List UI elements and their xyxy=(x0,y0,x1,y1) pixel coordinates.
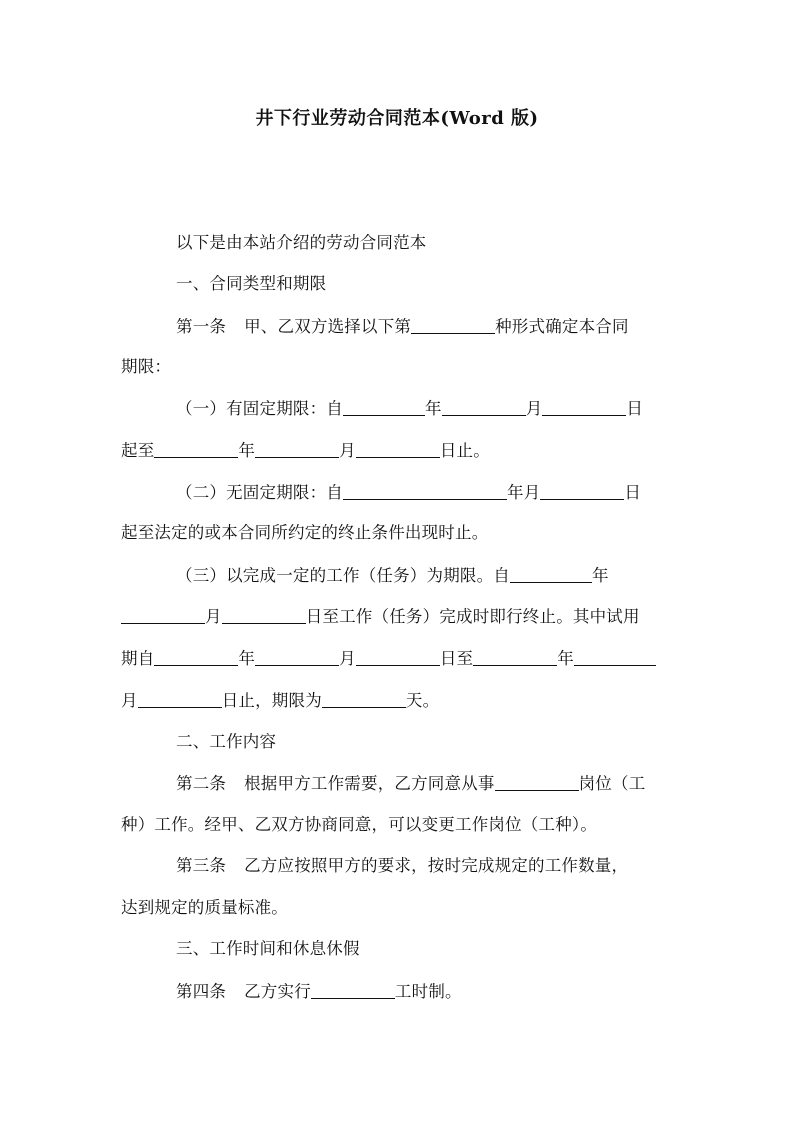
article-4-line-1 xyxy=(176,980,681,1003)
fill-blank-field[interactable] xyxy=(542,397,626,416)
item-3-line-1 xyxy=(176,564,681,587)
year-label: 年 xyxy=(425,399,442,418)
item-1-line-1 xyxy=(176,397,681,420)
article-1-line-1 xyxy=(176,315,681,338)
article-3-label: 第三条 xyxy=(176,856,227,875)
article-2-text-b: 岗位（工 xyxy=(578,774,646,793)
fill-blank-field[interactable] xyxy=(322,689,406,708)
article-2-line-2 xyxy=(121,814,681,836)
item-2-line-2 xyxy=(121,522,681,544)
item-3-line-3 xyxy=(121,647,681,670)
fill-blank-field[interactable] xyxy=(356,647,440,666)
item-2-line-1 xyxy=(176,481,681,504)
fill-blank-field[interactable] xyxy=(222,605,306,624)
fill-blank-field[interactable] xyxy=(574,647,656,666)
item-3-line-4 xyxy=(121,689,681,712)
fill-blank-field[interactable] xyxy=(356,439,440,458)
fill-blank-field[interactable] xyxy=(121,605,205,624)
section-heading-1 xyxy=(176,273,681,295)
month-label: 月 xyxy=(339,649,356,668)
fill-blank-field[interactable] xyxy=(154,647,238,666)
item-2-lead: （二）无固定期限：自 xyxy=(176,483,343,502)
document-title: 井下行业劳动合同范本(Word 版) xyxy=(255,108,539,129)
item-1-qizhi: 起至 xyxy=(121,441,155,460)
article-2-line-1 xyxy=(176,772,681,795)
fill-blank-field[interactable] xyxy=(495,772,579,791)
item-3-mid: 日至工作（任务）完成时即行终止。其中试用 xyxy=(305,607,640,626)
fill-blank-field[interactable] xyxy=(411,315,495,334)
year-label: 年 xyxy=(238,649,256,668)
item-3-qizi: 期自 xyxy=(121,649,155,668)
section-heading-3-text: 三、工作时间和休息休假 xyxy=(176,939,360,958)
fill-blank-field[interactable] xyxy=(510,564,592,583)
article-1-text-c: 期限： xyxy=(121,357,172,376)
item-3-line-2 xyxy=(121,605,681,628)
fill-blank-field[interactable] xyxy=(138,689,222,708)
intro-text xyxy=(176,232,681,254)
day-label: 日 xyxy=(624,483,642,502)
fill-blank-field[interactable] xyxy=(255,439,339,458)
intro-line: 以下是由本站介绍的劳动合同范本 xyxy=(176,233,427,252)
item-3-days: 天。 xyxy=(405,691,440,710)
day-label: 日 xyxy=(626,399,644,418)
section-heading-3 xyxy=(176,938,681,960)
article-3-line-1 xyxy=(176,855,681,877)
item-3-rizhi: 日至 xyxy=(439,649,474,668)
item-2-cont: 起至法定的或本合同所约定的终止条件出现时止。 xyxy=(121,523,489,542)
fill-blank-field[interactable] xyxy=(540,481,624,500)
item-3-lead: （三）以完成一定的工作（任务）为期限。自 xyxy=(176,566,510,585)
fill-blank-field[interactable] xyxy=(255,647,339,666)
year-label: 年 xyxy=(557,649,574,668)
article-3-line-2 xyxy=(121,897,681,919)
article-1-text-a: 甲、乙双方选择以下第 xyxy=(244,317,412,336)
month-label: 月 xyxy=(205,607,222,626)
fill-blank-field[interactable] xyxy=(154,439,238,458)
item-1-end: 日止。 xyxy=(439,441,490,460)
fill-blank-field[interactable] xyxy=(343,481,507,500)
article-4-text-a: 乙方实行 xyxy=(244,982,311,1001)
month-label: 月 xyxy=(525,399,543,418)
year-month-label: 年月 xyxy=(507,483,541,502)
article-2-label: 第二条 xyxy=(176,774,227,793)
fill-blank-field[interactable] xyxy=(473,647,557,666)
section-heading-2-text: 二、工作内容 xyxy=(176,732,277,751)
article-1-line-2 xyxy=(121,356,681,378)
fill-blank-field[interactable] xyxy=(343,397,425,416)
article-1-text-b: 种形式确定本合同 xyxy=(495,317,629,336)
month-label: 月 xyxy=(339,441,356,460)
article-2-text-a: 根据甲方工作需要，乙方同意从事 xyxy=(244,774,495,793)
article-4-text-b: 工时制。 xyxy=(394,982,462,1001)
article-4-label: 第四条 xyxy=(176,982,227,1001)
year-label: 年 xyxy=(592,566,609,585)
article-3-text-b: 达到规定的质量标准。 xyxy=(121,898,288,917)
item-3-period: 日止，期限为 xyxy=(221,691,322,710)
fill-blank-field[interactable] xyxy=(311,980,395,999)
item-1-line-2 xyxy=(121,439,681,462)
article-2-text-c: 种）工作。经甲、乙双方协商同意，可以变更工作岗位（工种）。 xyxy=(121,815,598,834)
section-heading-2 xyxy=(176,731,681,753)
year-label: 年 xyxy=(238,441,256,460)
item-1-lead: （一）有固定期限：自 xyxy=(176,399,343,418)
section-heading-1-text: 一、合同类型和期限 xyxy=(176,274,327,293)
fill-blank-field[interactable] xyxy=(442,397,526,416)
article-1-label: 第一条 xyxy=(176,317,227,336)
month-label: 月 xyxy=(121,691,138,710)
article-3-text-a: 乙方应按照甲方的要求，按时完成规定的工作数量， xyxy=(244,856,629,875)
